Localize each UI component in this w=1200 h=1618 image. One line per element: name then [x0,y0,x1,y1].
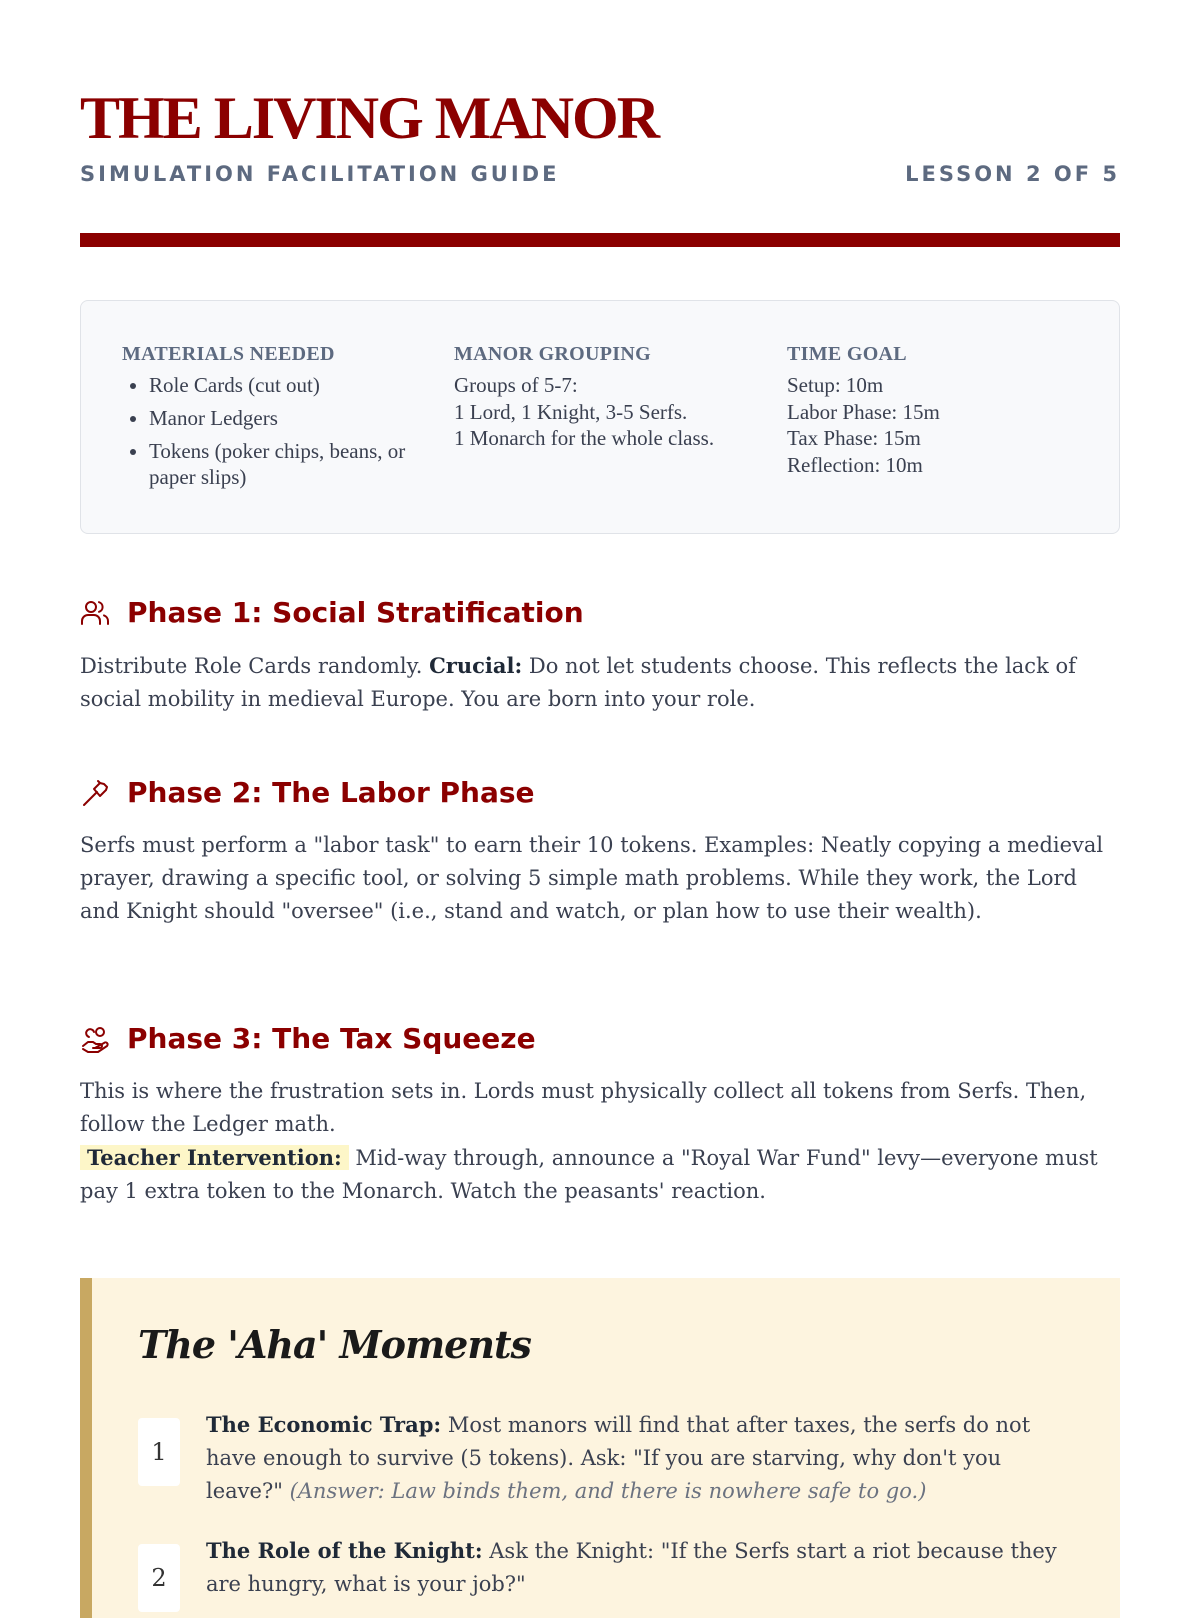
phase-2-text: Serfs must perform a "labor task" to earn their 10 tokens. Examples: Neatly copying a medieval prayer, drawing a specific tool, or solving 5 simple math problems. While they work, the Lord and Knight should "oversee" (i.e., stand and watch, or plan how to use their wealth). [80,833,1104,923]
materials-column [122,343,422,497]
phase-3-title: Phase 3: The Tax Squeeze [127,1022,536,1055]
aha-moments-box [80,1278,1120,1618]
time-heading: TIME GOAL [787,343,907,365]
time-line: Reflection: 10m [787,452,923,477]
time-line: Labor Phase: 15m [787,399,940,424]
crucial-label: Crucial: [429,653,523,678]
aha-item-text: The Role of the Knight: Ask the Knight: "If the Serfs start a riot because they are hungry, what is your job?" [206,1538,1057,1596]
teacher-intervention-highlight: Teacher Intervention: [80,1145,349,1170]
time-line: Setup: 10m [787,373,884,397]
phase-1-text: Distribute Role Cards randomly. Crucial: Do not let students choose. This reflects the lack of social mobility in medieval Europe. You are born into your role. [80,653,1076,711]
hand-coins-icon [80,1024,110,1054]
hammer-icon [80,778,110,808]
list-item: • Role Cards (cut out) [149,372,422,398]
grouping-heading: MANOR GROUPING [454,343,651,365]
materials-list [122,372,422,490]
lesson-indicator: LESSON 2 OF 5 [905,162,1120,186]
materials-heading: MATERIALS NEEDED [122,343,335,365]
phase-1-title: Phase 1: Social Stratification [127,596,584,629]
aha-title: The 'Aha' Moments [138,1322,531,1367]
item-number: 2 [138,1544,180,1612]
aha-item-text: The Economic Trap: Most manors will find that after taxes, the serfs do not have enough to survive (5 tokens). Ask: "If you are starving, why don't you leave?" (Answer: Law binds them, and there is nowhere safe to go.) [206,1412,1031,1503]
subtitle-row [80,162,1120,190]
grouping-column [454,343,754,452]
info-box [80,300,1120,534]
list-item: • Tokens (poker chips, beans, or paper slips) [149,438,422,490]
list-item: • Manor Ledgers [149,405,422,431]
grouping-line: Groups of 5-7: [454,373,578,397]
time-column [787,343,1087,478]
users-icon [80,598,110,628]
time-line: Tax Phase: 15m [787,426,921,450]
page-title: THE LIVING MANOR [80,85,659,151]
grouping-line: 1 Lord, 1 Knight, 3-5 Serfs. [454,399,688,424]
phase-3-text: This is where the frustration sets in. Lords must physically collect all tokens from Serfs. Then, follow the Ledger math. Teacher Intervention: Mid-way through, announce a "Royal War Fund" levy—everyone must pay 1 extra token to the Monarch. Watch the peasants' reaction. [80,1079,1098,1203]
grouping-line: 1 Monarch for the whole class. [454,426,715,450]
guide-subtitle: SIMULATION FACILITATION GUIDE [80,162,560,186]
header-divider [80,233,1120,247]
phase-2-title: Phase 2: The Labor Phase [127,776,535,809]
item-number: 1 [138,1418,180,1486]
